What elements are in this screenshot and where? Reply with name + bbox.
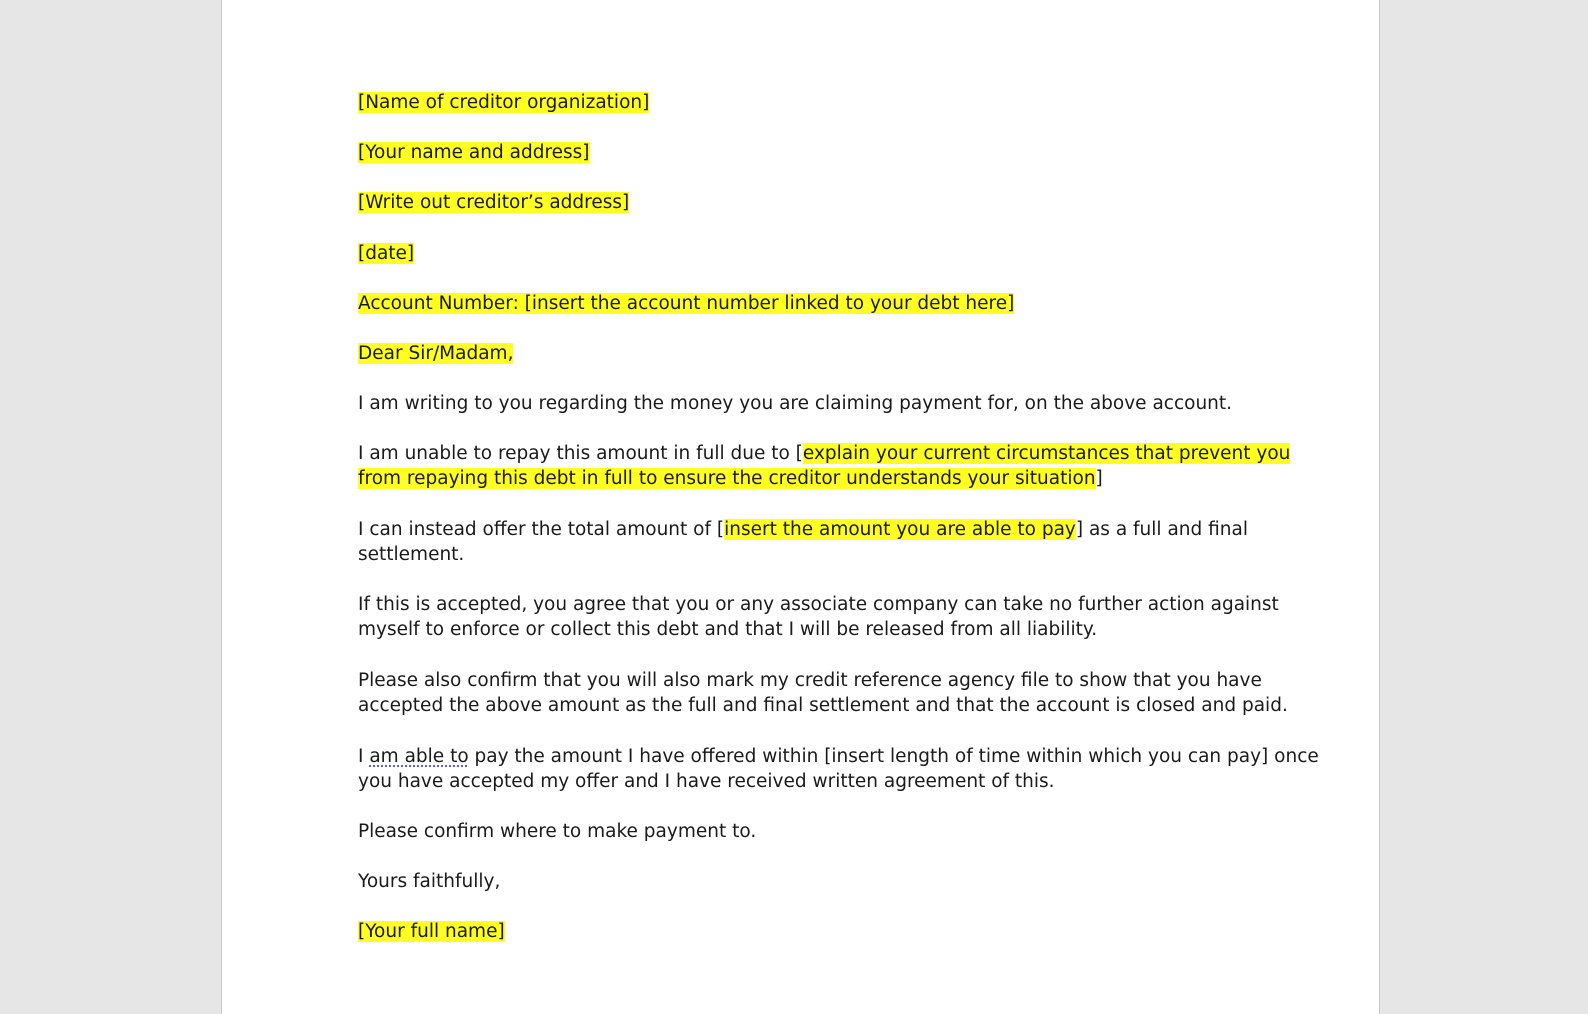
account-number-placeholder: Account Number: [insert the account number linked to your debt here] — [358, 293, 1015, 314]
unable-post-text: ] — [1095, 468, 1103, 489]
pay-pre-text: I — [358, 746, 370, 767]
creditor-address-placeholder: [Write out creditor’s address] — [358, 192, 630, 213]
closing-line[interactable] — [358, 869, 1258, 894]
salutation-line[interactable] — [358, 341, 1258, 366]
document-page[interactable] — [221, 0, 1380, 1014]
accepted-line2-text: myself to enforce or collect this debt and that I will be released from all liability. — [358, 619, 1098, 640]
accepted-paragraph[interactable] — [358, 592, 1279, 642]
full-name-line[interactable] — [358, 919, 1258, 944]
offer-post-text: ] as a full and final — [1075, 519, 1248, 540]
grammar-flagged-phrase[interactable]: am able to — [369, 746, 469, 767]
creditor-org-line[interactable] — [358, 90, 1258, 115]
confirm-paragraph[interactable] — [358, 668, 1288, 718]
accepted-line1-text: If this is accepted, you agree that you or any associate company can take no further action against — [358, 594, 1279, 615]
offer-line2-text: settlement. — [358, 544, 465, 565]
confirm-line1-text: Please also confirm that you will also mark my credit reference agency file to show that you have — [358, 670, 1262, 691]
unable-pre-text: I am unable to repay this amount in full due to [ — [358, 443, 803, 464]
creditor-org-placeholder: [Name of creditor organization] — [358, 92, 650, 113]
confirm-line2-text: accepted the above amount as the full and final settlement and that the account is closed and paid. — [358, 695, 1288, 716]
salutation-text: Dear Sir/Madam, — [358, 343, 514, 364]
date-line[interactable] — [358, 241, 1258, 266]
date-placeholder: [date] — [358, 243, 415, 264]
where-to-pay-text: Please confirm where to make payment to. — [358, 821, 757, 842]
pay-line2-text: you have accepted my offer and I have received written agreement of this. — [358, 771, 1055, 792]
offer-amount-placeholder: insert the amount you are able to pay — [724, 519, 1076, 540]
unable-placeholder-line2: from repaying this debt in full to ensure the creditor understands your situation — [358, 468, 1096, 489]
unable-paragraph[interactable] — [358, 441, 1291, 491]
creditor-address-line[interactable] — [358, 190, 1258, 215]
unable-placeholder-line1: explain your current circumstances that prevent you — [802, 443, 1291, 464]
intro-text: I am writing to you regarding the money you are claiming payment for, on the above account. — [358, 393, 1233, 414]
offer-pre-text: I can instead offer the total amount of [ — [358, 519, 725, 540]
offer-paragraph[interactable] — [358, 517, 1258, 567]
full-name-placeholder: [Your full name] — [358, 921, 505, 942]
pay-post-text: pay the amount I have offered within [insert length of time within which you can pay] once — [468, 746, 1319, 767]
your-name-address-placeholder: [Your name and address] — [358, 142, 590, 163]
your-name-address-line[interactable] — [358, 140, 1258, 165]
where-to-pay-paragraph[interactable] — [358, 819, 1258, 844]
closing-text: Yours faithfully, — [358, 871, 501, 892]
intro-paragraph[interactable] — [358, 391, 1258, 416]
account-number-line[interactable] — [358, 291, 1258, 316]
pay-timing-paragraph[interactable] — [358, 744, 1319, 794]
